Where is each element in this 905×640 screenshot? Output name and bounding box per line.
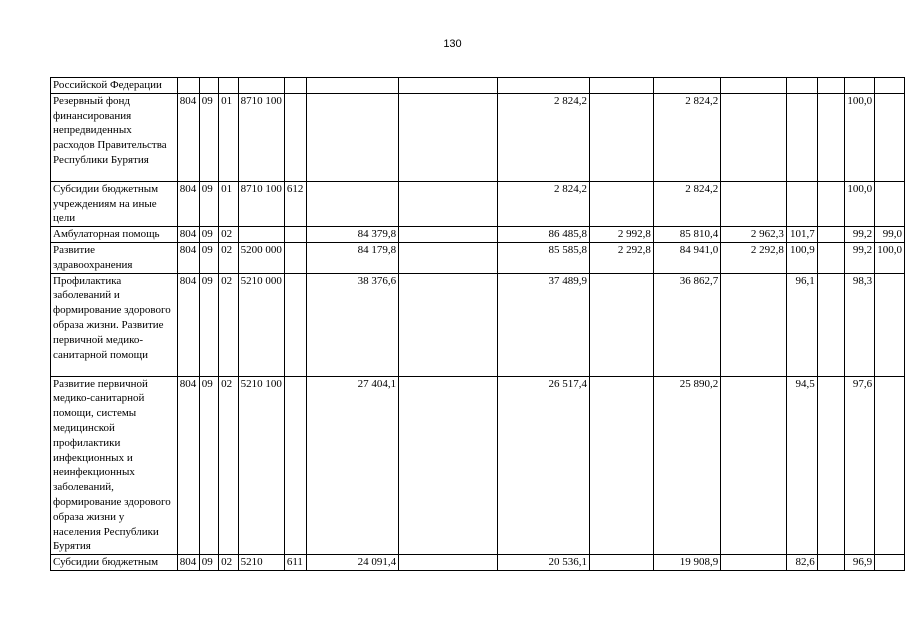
value-cell xyxy=(306,181,398,226)
code-cell xyxy=(238,227,284,243)
value-cell xyxy=(589,273,653,376)
code-cell: 804 xyxy=(177,93,199,181)
percent-cell xyxy=(817,242,844,273)
value-cell: 36 862,7 xyxy=(653,273,720,376)
percent-cell: 100,0 xyxy=(845,181,875,226)
code-cell xyxy=(284,242,306,273)
code-cell: 09 xyxy=(199,93,218,181)
value-cell: 2 962,3 xyxy=(721,227,787,243)
percent-cell xyxy=(875,273,905,376)
value-cell: 24 091,4 xyxy=(306,555,398,571)
table-row xyxy=(51,242,905,273)
code-cell xyxy=(284,78,306,94)
code-cell: 804 xyxy=(177,273,199,376)
row-name-cell: Развитие первичной медико-санитарной помощи, системы медицинской профилактики инфекционных и неинфекционных заболеваний, формирование здорового образа жизни у населения Республики Бурятия xyxy=(51,376,178,555)
row-name-cell: Субсидии бюджетным учреждениям на иные цели xyxy=(51,181,178,226)
row-name-cell: Резервный фонд финансирования непредвиденных расходов Правительства Республики Бурятия xyxy=(51,93,178,181)
value-cell: 20 536,1 xyxy=(497,555,589,571)
budget-table xyxy=(50,77,905,571)
code-cell: 09 xyxy=(199,242,218,273)
value-cell xyxy=(721,93,787,181)
percent-cell: 99,2 xyxy=(845,227,875,243)
table-row xyxy=(51,181,905,226)
percent-cell xyxy=(817,181,844,226)
value-cell xyxy=(653,78,720,94)
value-cell xyxy=(399,242,497,273)
percent-cell xyxy=(786,78,817,94)
code-cell: 8710 100 xyxy=(238,181,284,226)
code-cell: 5200 000 xyxy=(238,242,284,273)
percent-cell xyxy=(817,555,844,571)
code-cell xyxy=(177,78,199,94)
value-cell: 2 824,2 xyxy=(497,181,589,226)
code-cell: 09 xyxy=(199,181,218,226)
code-cell: 5210 100 xyxy=(238,376,284,555)
value-cell: 26 517,4 xyxy=(497,376,589,555)
percent-cell: 99,2 xyxy=(845,242,875,273)
value-cell xyxy=(399,376,497,555)
percent-cell xyxy=(875,555,905,571)
value-cell xyxy=(399,227,497,243)
code-cell: 09 xyxy=(199,227,218,243)
value-cell: 2 824,2 xyxy=(653,181,720,226)
code-cell: 5210 xyxy=(238,555,284,571)
percent-cell: 100,0 xyxy=(875,242,905,273)
percent-cell: 97,6 xyxy=(845,376,875,555)
percent-cell: 82,6 xyxy=(786,555,817,571)
percent-cell xyxy=(817,93,844,181)
percent-cell: 101,7 xyxy=(786,227,817,243)
percent-cell xyxy=(875,93,905,181)
code-cell: 804 xyxy=(177,555,199,571)
percent-cell xyxy=(817,273,844,376)
code-cell: 09 xyxy=(199,273,218,376)
value-cell: 84 179,8 xyxy=(306,242,398,273)
value-cell xyxy=(399,555,497,571)
value-cell xyxy=(721,376,787,555)
code-cell: 8710 100 xyxy=(238,93,284,181)
code-cell: 01 xyxy=(219,93,238,181)
row-name-cell: Амбулаторная помощь xyxy=(51,227,178,243)
value-cell xyxy=(589,93,653,181)
percent-cell xyxy=(786,93,817,181)
value-cell xyxy=(306,78,398,94)
value-cell xyxy=(721,78,787,94)
value-cell xyxy=(589,376,653,555)
value-cell: 37 489,9 xyxy=(497,273,589,376)
value-cell: 84 379,8 xyxy=(306,227,398,243)
row-name-cell: Развитие здравоохранения xyxy=(51,242,178,273)
code-cell xyxy=(284,273,306,376)
code-cell: 02 xyxy=(219,242,238,273)
value-cell: 85 585,8 xyxy=(497,242,589,273)
code-cell: 611 xyxy=(284,555,306,571)
table-row xyxy=(51,227,905,243)
percent-cell xyxy=(817,227,844,243)
code-cell: 09 xyxy=(199,555,218,571)
value-cell: 2 824,2 xyxy=(497,93,589,181)
percent-cell xyxy=(817,78,844,94)
code-cell xyxy=(284,227,306,243)
value-cell xyxy=(721,555,787,571)
value-cell: 2 824,2 xyxy=(653,93,720,181)
table-row xyxy=(51,78,905,94)
code-cell: 804 xyxy=(177,181,199,226)
code-cell xyxy=(284,93,306,181)
percent-cell: 98,3 xyxy=(845,273,875,376)
value-cell xyxy=(721,273,787,376)
value-cell xyxy=(721,181,787,226)
table-row xyxy=(51,273,905,376)
value-cell: 2 292,8 xyxy=(721,242,787,273)
percent-cell: 100,9 xyxy=(786,242,817,273)
value-cell: 2 992,8 xyxy=(589,227,653,243)
value-cell xyxy=(497,78,589,94)
percent-cell: 94,5 xyxy=(786,376,817,555)
value-cell xyxy=(399,78,497,94)
percent-cell xyxy=(875,181,905,226)
percent-cell: 96,9 xyxy=(845,555,875,571)
value-cell xyxy=(399,93,497,181)
table-row xyxy=(51,93,905,181)
percent-cell: 100,0 xyxy=(845,93,875,181)
code-cell: 02 xyxy=(219,273,238,376)
percent-cell xyxy=(875,376,905,555)
value-cell: 85 810,4 xyxy=(653,227,720,243)
code-cell: 612 xyxy=(284,181,306,226)
code-cell: 01 xyxy=(219,181,238,226)
code-cell: 02 xyxy=(219,555,238,571)
value-cell: 38 376,6 xyxy=(306,273,398,376)
code-cell xyxy=(219,78,238,94)
value-cell xyxy=(399,181,497,226)
value-cell xyxy=(589,181,653,226)
code-cell xyxy=(284,376,306,555)
row-name-cell: Российской Федерации xyxy=(51,78,178,94)
value-cell xyxy=(589,555,653,571)
code-cell: 804 xyxy=(177,242,199,273)
percent-cell xyxy=(875,78,905,94)
code-cell xyxy=(199,78,218,94)
percent-cell xyxy=(817,376,844,555)
value-cell xyxy=(589,78,653,94)
code-cell: 804 xyxy=(177,227,199,243)
code-cell: 02 xyxy=(219,376,238,555)
value-cell xyxy=(306,93,398,181)
code-cell: 5210 000 xyxy=(238,273,284,376)
code-cell xyxy=(238,78,284,94)
percent-cell xyxy=(845,78,875,94)
code-cell: 804 xyxy=(177,376,199,555)
value-cell: 84 941,0 xyxy=(653,242,720,273)
table-row xyxy=(51,376,905,555)
budget-table-body xyxy=(51,78,905,571)
code-cell: 09 xyxy=(199,376,218,555)
row-name-cell: Субсидии бюджетным xyxy=(51,555,178,571)
percent-cell: 99,0 xyxy=(875,227,905,243)
value-cell: 86 485,8 xyxy=(497,227,589,243)
value-cell: 27 404,1 xyxy=(306,376,398,555)
code-cell: 02 xyxy=(219,227,238,243)
percent-cell: 96,1 xyxy=(786,273,817,376)
row-name-cell: Профилактика заболеваний и формирование здорового образа жизни. Развитие первичной медико-санитарной помощи xyxy=(51,273,178,376)
value-cell: 2 292,8 xyxy=(589,242,653,273)
page-number: 130 xyxy=(443,38,462,50)
value-cell: 25 890,2 xyxy=(653,376,720,555)
table-row xyxy=(51,555,905,571)
percent-cell xyxy=(786,181,817,226)
value-cell: 19 908,9 xyxy=(653,555,720,571)
value-cell xyxy=(399,273,497,376)
